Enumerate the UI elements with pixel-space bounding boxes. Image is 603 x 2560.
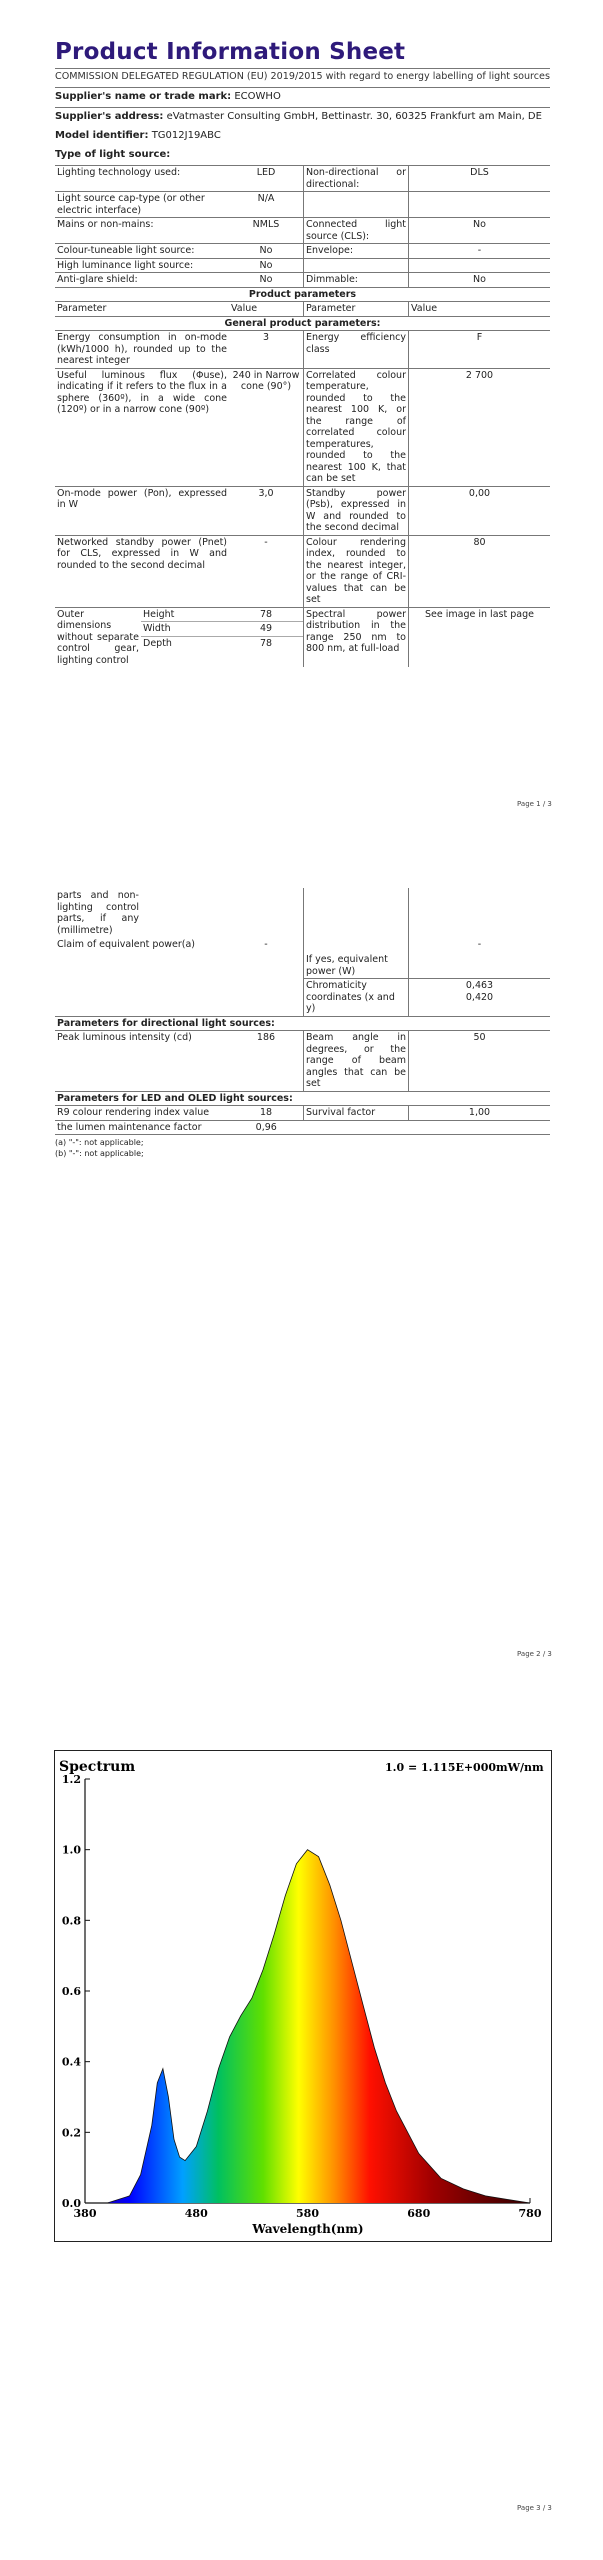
column-header: Value [229,302,304,317]
cell-value: 0,00 [409,486,551,535]
table-row [55,244,550,259]
cell-label: Energy consumption in on-mode (kWh/1000 h), rounded up to the nearest integer [57,332,227,366]
sheet-page-1 [55,36,550,667]
column-header: Value [409,302,551,317]
sheet-page-2 [55,888,550,1159]
spectrum-chart [54,1750,552,2242]
dimensions-cont-cell [55,888,229,938]
y-tick-label: 0.4 [61,2055,81,2069]
chart-annotation: 1.0 = 1.115E+000mW/nm [385,1761,544,1774]
cell-label: Lighting technology used: [55,166,229,192]
column-header: Parameter [55,302,229,317]
cell-label: Spectral power distribution in the range 250 nm to 800 nm, at full-load [304,607,409,667]
cell-label: Envelope: [304,244,409,259]
cell-label: Useful luminous flux (Φuse), indicating if it refers to the flux in a sphere (360º), in a wide cone (120º) or in a narrow cone (90º) [55,368,229,486]
cell-value: 2 700 [409,368,551,486]
dimension-values [229,607,304,667]
y-tick-label: 0.2 [61,2126,81,2140]
table-row [55,287,550,302]
cell-value: LED [229,166,304,192]
cell-value: No [409,273,551,288]
model-row [55,127,550,146]
cell-value [409,1120,551,1135]
footnote: (b) "-": not applicable; [55,1149,144,1158]
regulation-text: COMMISSION DELEGATED REGULATION (EU) 2019/2015 with regard to energy labelling of light sources [55,68,550,87]
cell-label: Non-directional or directional: [304,166,409,192]
chromaticity-x: 0,463 [465,980,494,991]
cell-value: 50 [409,1031,551,1092]
table-row [55,979,550,1017]
table-row [55,368,550,486]
cell-value: 240 in Narrow cone (90°) [229,368,304,486]
chart-title: Spectrum [59,1759,136,1775]
supplier-name-value: ECOWHO [234,91,281,102]
cell-value: 3 [229,331,304,369]
cell-label: Light source cap-type (or other electric interface) [55,192,229,218]
table-row [55,331,550,369]
cell-value: NMLS [229,218,304,244]
cell-value: DLS [409,166,551,192]
type-table [55,165,550,667]
cell-value: 3,0 [229,486,304,535]
cell-label: Colour-tuneable light source: [55,244,229,259]
x-tick-label: 680 [407,2207,431,2220]
cell-label: R9 colour rendering index value [55,1106,229,1121]
table-row [55,273,550,288]
cell-value: No [229,258,304,273]
cell-value [409,192,551,218]
x-tick-label: 380 [73,2207,97,2220]
y-tick-label: 0.0 [61,2197,81,2210]
cell-label: Survival factor [304,1106,409,1121]
cell-value: - [409,938,551,979]
cell-label [304,258,409,273]
y-tick-label: 1.2 [61,1773,81,1786]
cell-value: No [229,244,304,259]
dimension-name: Depth [143,637,172,649]
supplier-name-row [55,87,550,107]
x-tick-label: 580 [296,2207,319,2220]
cell-value: See image in last page [409,607,551,667]
dimension-name: Height [141,608,229,623]
footnotes [55,1137,550,1159]
directional-title: Parameters for directional light sources: [55,1016,550,1031]
table-row [55,1106,550,1121]
table-row [55,166,550,192]
table-row [55,888,550,938]
y-tick-label: 0.8 [61,1914,81,1928]
table-row [55,218,550,244]
cell-label: Correlated colour temperature, rounded to the nearest 100 K, or the range of correlated colour temperatures, rounded to the nearest 100 K, that can be set [304,368,409,486]
dimension-names [141,608,229,668]
cell-label: Dimmable: [304,273,409,288]
general-params-title: General product parameters: [55,316,550,331]
page-number: Page 3 / 3 [517,2504,552,2512]
dimensions-label-cont: parts and non-lighting control parts, if any (millimetre) [57,890,139,936]
model-value: TG012J19ABC [151,130,221,141]
cell-value: F [409,331,551,369]
dimension-value: 49 [229,622,303,637]
cell-value: 1,00 [409,1106,551,1121]
page-number: Page 1 / 3 [517,800,552,808]
dimension-value: 78 [259,637,273,649]
spectrum-svg [55,1751,551,2241]
page-2 [0,880,603,1670]
x-tick-label: 480 [184,2207,208,2220]
table-row [55,1120,550,1135]
cell-value: No [229,273,304,288]
cell-label: Anti-glare shield: [55,273,229,288]
product-params-title: Product parameters [55,287,550,302]
cell-value: - [264,939,268,950]
cell-label: Networked standby power (Pnet) for CLS, expressed in W and rounded to the second decimal [55,535,229,607]
table-row [55,607,550,667]
continuation-table [55,888,550,1135]
cell-label [304,1120,409,1135]
type-label-row [55,146,550,165]
cell-label: Claim of equivalent power(a) [57,939,196,950]
cell-value: N/A [229,192,304,218]
cell-label: On-mode power (Pon), expressed in W [55,486,229,535]
x-tick-label: 780 [518,2207,542,2220]
supplier-address-value: eVatmaster Consulting GmbH, Bettinastr. 30, 60325 Frankfurt am Main, DE [166,111,542,122]
cell-label: Connected light source (CLS): [304,218,409,244]
cell-value: 80 [409,535,551,607]
x-axis-label: Wavelength(nm) [252,2222,364,2236]
footnote: (a) "-": not applicable; [55,1138,144,1147]
table-row [55,486,550,535]
cell-value: 0,96 [229,1120,304,1135]
spectrum-area [85,1850,530,2203]
chromaticity-values [409,979,551,1017]
table-row [55,1016,550,1031]
table-row [55,316,550,331]
dimensions-label: Outer dimensions without separate control gear, lighting control [57,608,139,666]
y-tick-label: 1.0 [61,1843,81,1857]
table-row [55,535,550,607]
table-row [55,1091,550,1106]
dimension-name: Width [141,622,229,637]
led-title: Parameters for LED and OLED light sources: [55,1091,550,1106]
cell-label: Mains or non-mains: [55,218,229,244]
cell-value: - [409,244,551,259]
page-1 [0,0,603,830]
cell-label: the lumen maintenance factor [55,1120,229,1135]
cell-value: - [229,535,304,607]
cell-label: Chromaticity coordinates (x and y) [304,979,409,1017]
dimensions-cell [55,607,229,667]
document-title: Product Information Sheet [55,39,406,65]
table-row [55,258,550,273]
page-number: Page 2 / 3 [517,1650,552,1658]
type-label: Type of light source: [55,149,171,160]
y-tick-label: 0.6 [61,1985,81,1998]
dimension-value: 78 [229,608,303,623]
cell-value [409,258,551,273]
table-header-row [55,302,550,317]
table-row [55,1031,550,1092]
supplier-name-label: Supplier's name or trade mark: [55,91,232,102]
supplier-address-label: Supplier's address: [55,111,164,122]
cell-label: Standby power (Psb), expressed in W and rounded to the second decimal [304,486,409,535]
column-header: Parameter [304,302,409,317]
cell-label: Colour rendering index, rounded to the nearest integer, or the range of CRI-values that can be set [304,535,409,607]
cell-label: Energy efficiency class [304,331,409,369]
cell-value: No [409,218,551,244]
cell-value: 18 [229,1106,304,1121]
supplier-address-row [55,107,550,127]
cell-label: If yes, equivalent power (W) [304,938,409,979]
cell-label [304,192,409,218]
table-row [55,938,550,979]
chromaticity-y: 0,420 [465,991,494,1003]
cell-label: High luminance light source: [55,258,229,273]
cell-label: Peak luminous intensity (cd) [55,1031,229,1092]
model-label: Model identifier: [55,130,149,141]
cell-value: 186 [229,1031,304,1092]
cell-label: Beam angle in degrees, or the range of beam angles that can be set [304,1031,409,1092]
table-row [55,192,550,218]
